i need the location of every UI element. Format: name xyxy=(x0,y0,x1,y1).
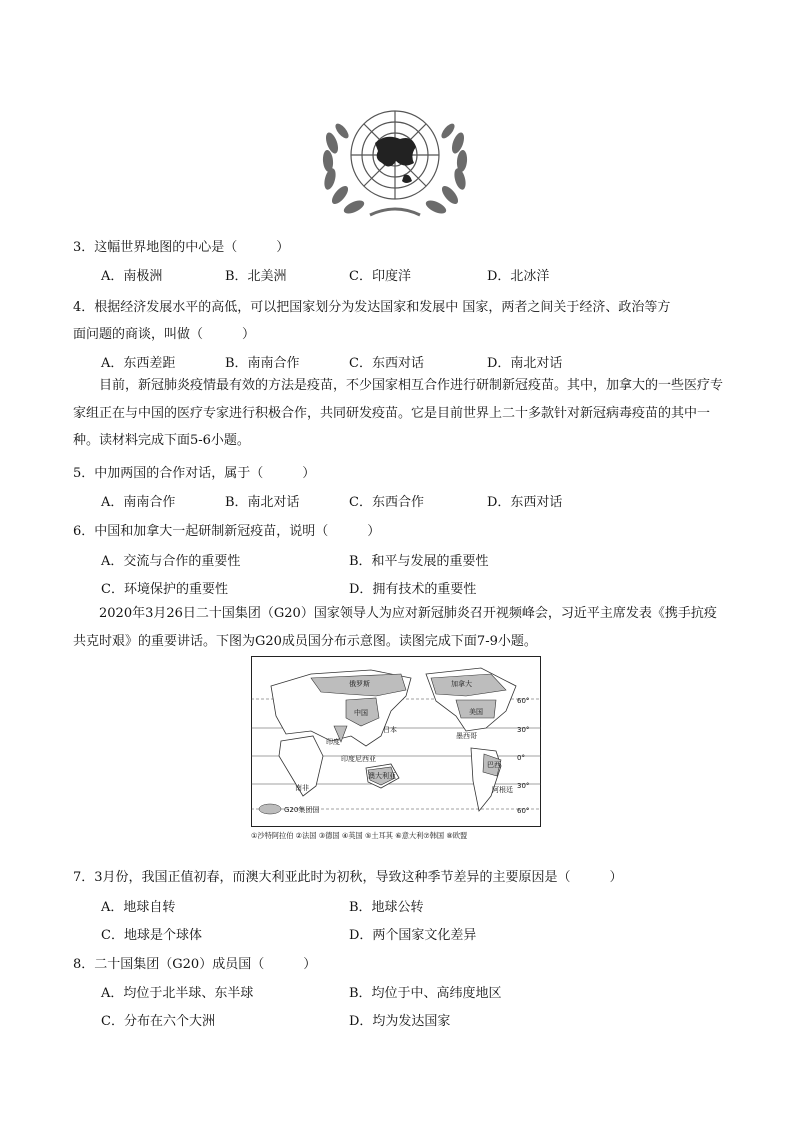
lat-label-0: 0° xyxy=(517,754,525,762)
map-label-canada: 加拿大 xyxy=(451,680,472,688)
map-label-indonesia: 印度尼西亚 xyxy=(341,755,376,763)
question-5-stem: 5．中加两国的合作对话，属于（ ） xyxy=(73,466,316,481)
q8-option-c: C．分布在六个大洲 xyxy=(101,1014,215,1029)
q3-option-b: B．北美洲 xyxy=(225,269,287,284)
question-3-stem: 3．这幅世界地图的中心是（ ） xyxy=(73,240,290,255)
map-label-usa: 美国 xyxy=(469,708,483,716)
question-7-stem: 7．3月份，我国正值初春，而澳大利亚此时为初秋，导致这种季节差异的主要原因是（ ） xyxy=(73,870,623,885)
lat-label-30n: 30° xyxy=(517,726,530,734)
q5-option-b: B．南北对话 xyxy=(225,495,300,510)
q7-option-a: A．地球自转 xyxy=(101,900,176,915)
map-label-brazil: 巴西 xyxy=(487,761,501,769)
q5-option-c: C．东西合作 xyxy=(349,495,424,510)
map-label-india: 印度 xyxy=(326,738,340,746)
map-label-russia: 俄罗斯 xyxy=(349,680,370,688)
map-label-china: 中国 xyxy=(354,709,368,717)
q4-option-c: C．东西对话 xyxy=(349,356,424,371)
g20-member-map xyxy=(251,656,541,844)
map-footnote: ①沙特阿拉伯 ②法国 ③德国 ④英国 ⑤土耳其 ⑥意大利⑦韩国 ⑧欧盟 xyxy=(251,831,468,840)
lat-label-30s: 30° xyxy=(517,782,530,790)
map-label-japan: 日本 xyxy=(383,726,397,734)
un-emblem-logo xyxy=(320,103,470,223)
q7-option-b: B．地球公转 xyxy=(349,900,424,915)
legend-label: G20集团国 xyxy=(284,806,320,814)
q7-option-d: D．两个国家文化差异 xyxy=(349,928,477,943)
question-6-stem: 6．中国和加拿大一起研制新冠疫苗，说明（ ） xyxy=(73,524,381,539)
question-4-stem-line2: 面问题的商谈，叫做（ ） xyxy=(73,327,256,342)
question-4-stem-line1: 4．根据经济发展水平的高低，可以把国家划分为发达国家和发展中 国家，两者之间关于经济、政治等方 xyxy=(73,300,671,315)
q6-option-d: D．拥有技术的重要性 xyxy=(349,582,477,597)
q4-option-d: D．南北对话 xyxy=(487,356,563,371)
question-8-stem: 8．二十国集团（G20）成员国（ ） xyxy=(73,957,317,972)
map-label-argentina: 阿根廷 xyxy=(492,786,513,794)
q3-option-a: A．南极洲 xyxy=(101,269,163,284)
q5-option-a: A．南南合作 xyxy=(101,495,176,510)
map-label-mexico: 墨西哥 xyxy=(456,732,477,740)
reading-passage-2-text: 2020年3月26日二十国集团（G20）国家领导人为应对新冠肺炎召开视频峰会，习近平主席发表《携手抗疫 共克时艰》的重要讲话。下图为G20成员国分布示意图。读图完成下面7-9小题。 xyxy=(73,606,717,649)
q3-option-d: D．北冰洋 xyxy=(487,269,550,284)
reading-passage-1-text: 目前，新冠肺炎疫情最有效的方法是疫苗，不少国家相互合作进行研制新冠疫苗。其中，加拿大的一些医疗专家组正在与中国的医疗专家进行积极合作，共同研发疫苗。它是目前世界上二十多款针对新冠病毒疫苗的其中一种。读材料完成下面5-6小题。 xyxy=(73,378,724,448)
q6-option-c: C．环境保护的重要性 xyxy=(101,582,228,597)
q8-option-b: B．均位于中、高纬度地区 xyxy=(349,986,502,1001)
q3-option-c: C．印度洋 xyxy=(349,269,411,284)
q5-option-d: D．东西对话 xyxy=(487,495,563,510)
lat-label-60n: 60° xyxy=(517,697,530,705)
legend-swatch xyxy=(259,804,281,814)
q8-option-d: D．均为发达国家 xyxy=(349,1014,451,1029)
reading-passage-1 xyxy=(73,372,723,455)
map-label-australia: 澳大利亚 xyxy=(368,772,396,780)
q7-option-c: C．地球是个球体 xyxy=(101,928,202,943)
q6-option-b: B．和平与发展的重要性 xyxy=(349,554,489,569)
reading-passage-2 xyxy=(73,600,723,655)
map-label-south-africa: 南非 xyxy=(295,784,309,792)
q8-option-a: A．均位于北半球、东半球 xyxy=(101,986,254,1001)
q4-option-a: A．东西差距 xyxy=(101,356,176,371)
q4-option-b: B．南南合作 xyxy=(225,356,300,371)
lat-label-60s: 60° xyxy=(517,807,530,815)
q6-option-a: A．交流与合作的重要性 xyxy=(101,554,241,569)
